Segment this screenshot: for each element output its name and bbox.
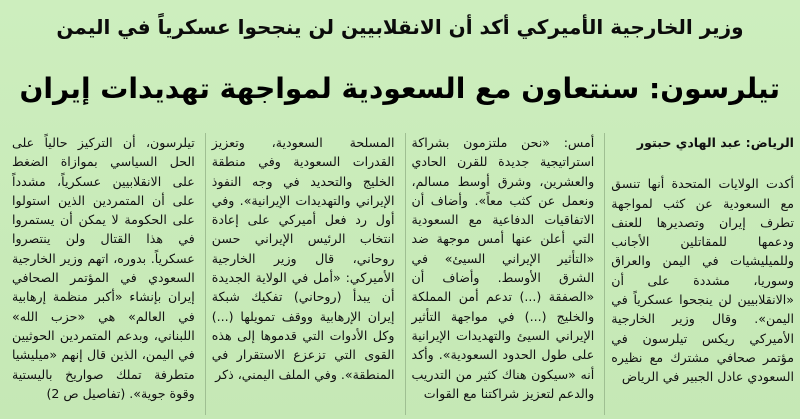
- column-3: [205, 133, 395, 415]
- article-kicker: وزير الخارجية الأميركي أكد أن الانقلابيين لن ينجحوا عسكرياً في اليمن: [56, 15, 744, 39]
- column-1-text: أكدت الولايات المتحدة أنها تنسق مع السعودية عن كثب لمواجهة تطرف إيران وتصديرها للعنف ودعمها للمقاتلين الأجانب وللميليشيات في اليمن والعراق وسوريا، مشددة على أن «الانقلابيين لن ينجحوا عسكرياً في اليمن». وقال وزير الخارجية الأميركي ريكس تيلرسون في مؤتمر صحافي مشترك مع نظيره السعودي عادل الجبير في الرياض: [611, 176, 794, 385]
- column-1: [604, 133, 794, 415]
- article-body: [6, 133, 794, 415]
- column-2: [405, 133, 595, 415]
- column-3-text: المسلحة السعودية، وتعزيز القدرات السعودية وفي منطقة الخليج والتحديد في وجه النفوذ الإيراني والتهديدات الإيرانية». وفي أول رد فعل أميركي على إعادة انتخاب الرئيس الإيراني حسن روحاني، قال وزير الخارجية الأميركي: «أمل في الولاية الجديدة أن يبدأ (روحاني) تفكيك شبكة إيران الإرهابية ووقف تمويلها (...) وكل الأدوات التي قدموها إلى هذه القوى التي تزعزع الاستقرار في المنطقة». وفي الملف اليمني، ذكر: [211, 135, 395, 382]
- column-2-text: أمس: «نحن ملتزمون بشراكة استراتيجية جديدة للقرن الحادي والعشرين، وشرق أوسط مسالم، ونعمل عن كثب معاً». وأضاف أن الاتفاقيات الدفاعية مع السعودية التي أعلن عنها أمس موجهة ضد «التأثير الإيراني السيئ» في الشرق الأوسط. وأضاف أن «الصفقة (...) تدعم أمن المملكة والخليج (...) في مواجهة التأثير الإيراني السيئ والتهديدات الإيرانية على طول الحدود السعودية». وأكد أنه «سيكون هناك كثير من التدريب والدعم لتعزيز شراكتنا مع القوات: [411, 135, 595, 401]
- column-4: [6, 133, 195, 415]
- article-headline: تيلرسون: سنتعاون مع السعودية لمواجهة تهديدات إيران: [19, 72, 780, 105]
- article-byline: الرياض: عبد الهادي حبتور: [636, 135, 794, 150]
- column-4-text: تيلرسون، أن التركيز حالياً على الحل السياسي بموازاة الضغط على الانقلابيين عسكرياً، مشدداً على أن المتمردين الذين استولوا على الحكومة لا يمكن أن يستمروا في هذا القتال ولن ينتصروا عسكرياً. بدوره، اتهم وزير الخارجية السعودي في المؤتمر الصحافي إيران بإنشاء «أكبر منظمة إرهابية في العالم» هي «حزب الله» اللبناني، وبدعم المتمردين الحوثيين في اليمن، الذين قال إنهم «ميليشيا متطرفة تملك صواريخ باليستية وقوة جوية». (تفاصيل ص 2): [12, 135, 195, 401]
